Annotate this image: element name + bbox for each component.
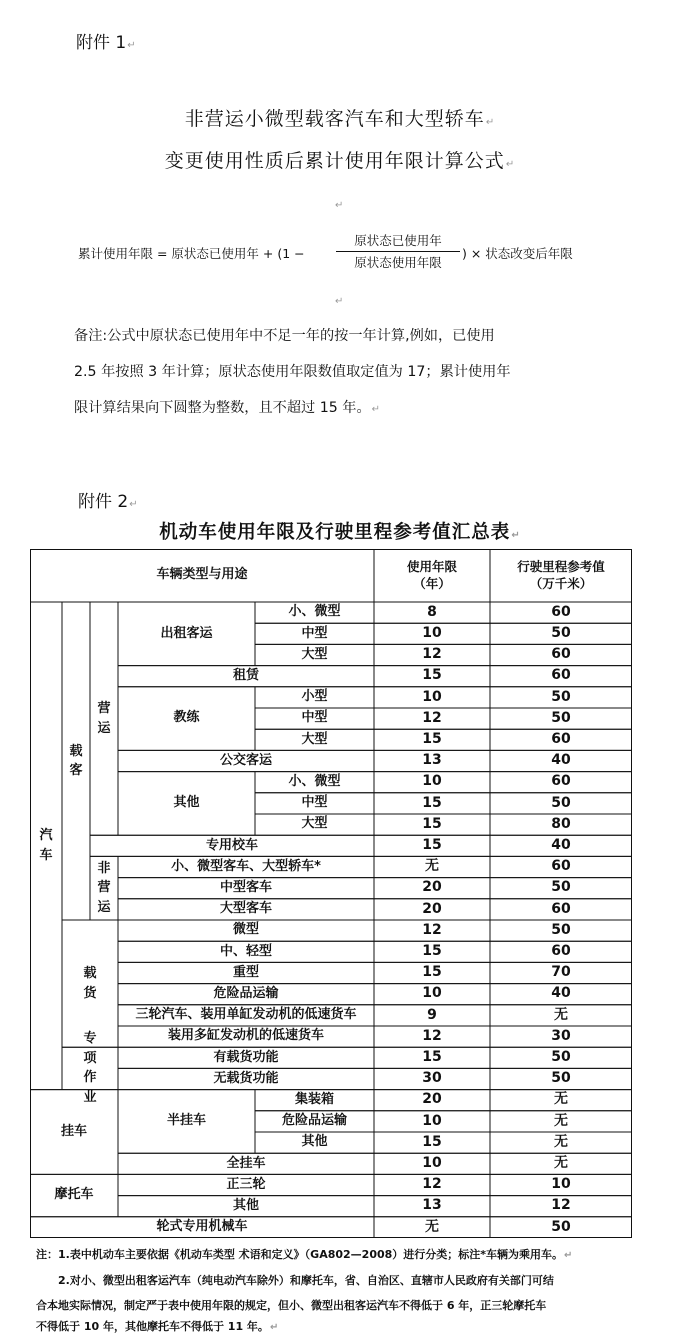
row-mileage: 无	[554, 1155, 568, 1172]
row-mileage: 50	[551, 625, 571, 642]
row-mileage: 10	[551, 1176, 571, 1193]
row-mileage: 40	[551, 985, 571, 1002]
group-zhuanxiang: 专 项 作 业	[83, 1031, 97, 1105]
row-label: 三轮汽车、装用单缸发动机的低速货车	[135, 1007, 357, 1023]
paragraph-mark: ↵	[335, 296, 344, 307]
group-chuzu: 出租客运	[160, 625, 213, 641]
row-years: 10	[422, 773, 442, 790]
formula-lhs: 累计使用年限 = 原状态已使用年 + (1 −	[78, 246, 305, 261]
footnote-1: 注：1.表中机动车主要依据《机动车类型 术语和定义》（GA802—2008）进行分类；标注*车辆为乘用车。↵	[36, 1248, 573, 1261]
header-mileage: 行驶里程参考值 （万千米）	[517, 558, 605, 591]
paragraph-mark: ↵	[335, 200, 344, 211]
row-label: 其他	[232, 1198, 259, 1214]
footnote-3: 合本地实际情况，制定严于表中使用年限的规定，但小、微型出租客运汽车不得低于 6 年，正三轮摩托车	[36, 1299, 547, 1312]
attachment-1-label: 附件 1↵	[76, 33, 136, 53]
row-label: 轮式专用机械车	[156, 1219, 248, 1235]
row-years: 15	[422, 1049, 442, 1066]
row-mileage: 50	[551, 1070, 571, 1087]
row-mileage: 70	[551, 964, 571, 981]
row-mileage: 50	[551, 794, 571, 811]
formula-denominator: 原状态使用年限	[354, 255, 442, 270]
row-label: 集装箱	[294, 1092, 334, 1108]
row-label: 中型	[301, 795, 328, 811]
row-label: 公交客运	[219, 752, 272, 768]
attachment-1-title-line-2: 变更使用性质后累计使用年限计算公式↵	[164, 150, 516, 172]
row-years: 30	[422, 1070, 442, 1087]
row-label: 中、轻型	[219, 943, 272, 959]
group-yingyun: 营 运	[97, 701, 111, 736]
row-years: 12	[422, 1176, 442, 1193]
row-label: 大型客车	[219, 901, 272, 917]
row-years: 12	[422, 646, 442, 663]
row-mileage: 50	[551, 1218, 571, 1235]
row-mileage: 60	[551, 731, 571, 748]
row-mileage: 60	[551, 943, 571, 960]
group-qita: 其他	[173, 795, 200, 811]
row-years: 12	[422, 921, 442, 938]
row-mileage: 50	[551, 1049, 571, 1066]
row-label: 全挂车	[226, 1155, 266, 1171]
row-mileage: 无	[554, 1133, 568, 1150]
row-label: 小、微型	[288, 774, 341, 790]
group-motuoche: 摩托车	[54, 1187, 94, 1203]
row-label: 危险品运输	[281, 1113, 347, 1129]
row-mileage: 40	[551, 752, 571, 769]
row-label: 有载货功能	[213, 1049, 279, 1065]
row-years: 15	[422, 815, 442, 832]
group-guache: 挂车	[60, 1123, 87, 1139]
row-years: 12	[422, 1027, 442, 1044]
vehicle-table	[30, 549, 632, 1238]
note-line-1: 备注:公式中原状态已使用年中不足一年的按一年计算,例如，已使用	[74, 328, 495, 344]
row-mileage: 无	[554, 1112, 568, 1129]
row-label: 小、微型	[288, 604, 341, 620]
row-mileage: 无	[554, 1006, 568, 1023]
row-mileage: 30	[551, 1027, 571, 1044]
header-years: 使用年限 （年）	[406, 558, 457, 591]
group-banguache: 半挂车	[166, 1113, 206, 1129]
group-zaihuo: 载 货	[83, 966, 97, 1001]
footnote-4: 不得低于 10 年，其他摩托车不得低于 11 年。↵	[36, 1320, 279, 1333]
row-mileage: 60	[551, 773, 571, 790]
row-years: 12	[422, 709, 442, 726]
row-label: 其他	[301, 1134, 328, 1150]
note-line-3: 限计算结果向下圆整为整数，且不超过 15 年。↵	[74, 400, 381, 416]
attachment-1-title-line-1: 非营运小微型载客汽车和大型轿车↵	[184, 108, 496, 130]
formula-numerator: 原状态已使用年	[354, 233, 442, 248]
row-label: 中型	[301, 710, 328, 726]
group-feiyingyun: 非 营 运	[97, 860, 111, 915]
formula-rhs: ) × 状态改变后年限	[462, 246, 573, 261]
row-label: 大型	[301, 731, 328, 747]
row-mileage: 60	[551, 900, 571, 917]
row-years: 15	[422, 837, 442, 854]
row-label: 大型	[301, 816, 328, 832]
footnote-2: 2.对小、微型出租客运汽车（纯电动汽车除外）和摩托车，省、自治区、直辖市人民政府有关部门可结	[58, 1274, 554, 1287]
row-years: 10	[422, 1155, 442, 1172]
row-years: 13	[422, 1197, 442, 1214]
row-label: 中型客车	[219, 880, 272, 896]
row-mileage: 60	[551, 603, 571, 620]
row-years: 10	[422, 985, 442, 1002]
row-label: 正三轮	[226, 1176, 266, 1192]
row-mileage: 60	[551, 858, 571, 875]
row-mileage: 60	[551, 667, 571, 684]
row-mileage: 50	[551, 921, 571, 938]
row-years: 15	[422, 943, 442, 960]
row-years: 15	[422, 794, 442, 811]
row-years: 10	[422, 1112, 442, 1129]
attachment-2-title: 机动车使用年限及行驶里程参考值汇总表↵	[159, 522, 521, 543]
formula-fraction	[336, 232, 460, 271]
row-label: 中型	[301, 625, 328, 641]
row-mileage: 60	[551, 646, 571, 663]
row-label: 危险品运输	[213, 986, 279, 1002]
row-years: 20	[422, 1091, 442, 1108]
row-mileage: 12	[551, 1197, 571, 1214]
row-label: 专用校车	[205, 837, 258, 853]
row-label: 大型	[301, 646, 328, 662]
row-label: 无载货功能	[213, 1070, 279, 1086]
row-years: 20	[422, 879, 442, 896]
row-label: 小型	[301, 689, 328, 705]
header-vehicle-type: 车辆类型与用途	[156, 567, 248, 583]
row-mileage: 50	[551, 709, 571, 726]
row-mileage: 无	[554, 1091, 568, 1108]
group-qiche: 汽 车	[39, 828, 53, 863]
attachment-2-label: 附件 2↵	[78, 492, 138, 512]
row-label: 重型	[232, 964, 259, 980]
row-years: 无	[425, 1218, 439, 1235]
row-mileage: 50	[551, 688, 571, 705]
note-line-2: 2.5 年按照 3 年计算；原状态使用年限数值取定值为 17；累计使用年	[74, 364, 511, 380]
group-zaike: 载 客	[69, 743, 83, 778]
row-years: 无	[425, 858, 439, 875]
row-years: 20	[422, 900, 442, 917]
group-jiaolian: 教练	[173, 710, 200, 726]
row-mileage: 50	[551, 879, 571, 896]
row-years: 8	[427, 603, 437, 620]
row-years: 10	[422, 625, 442, 642]
fraction-bar	[336, 251, 460, 252]
row-mileage: 80	[551, 815, 571, 832]
row-label: 装用多缸发动机的低速货车	[167, 1028, 324, 1044]
row-years: 10	[422, 688, 442, 705]
row-years: 15	[422, 1133, 442, 1150]
row-years: 9	[427, 1006, 437, 1023]
row-years: 15	[422, 964, 442, 981]
row-label: 微型	[232, 922, 259, 938]
row-label: 小、微型客车、大型轿车*	[171, 858, 321, 874]
row-mileage: 40	[551, 837, 571, 854]
row-years: 13	[422, 752, 442, 769]
row-years: 15	[422, 667, 442, 684]
row-years: 15	[422, 731, 442, 748]
row-label: 租赁	[232, 668, 259, 684]
